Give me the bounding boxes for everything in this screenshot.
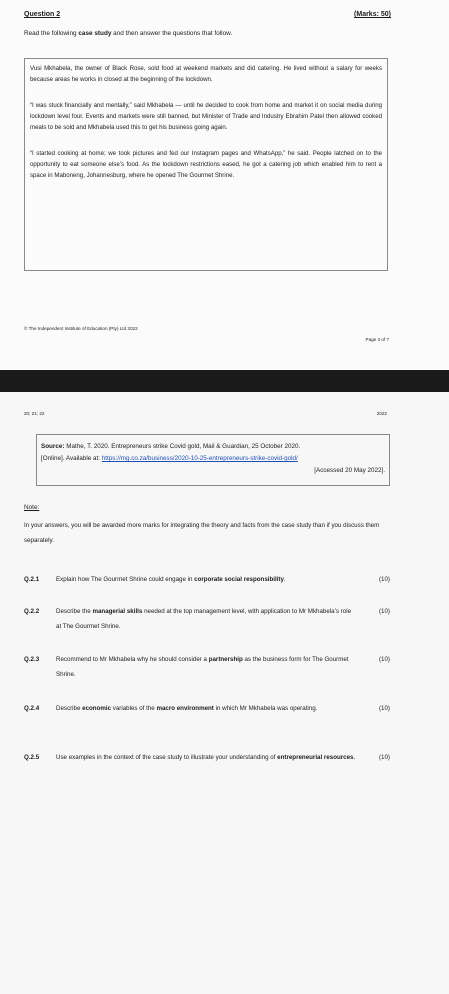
- header-year: 2022: [376, 411, 387, 416]
- question-number: Q.2.5: [24, 754, 40, 761]
- question-marks: (10): [378, 754, 390, 761]
- case-paragraph-1: Vusi Mkhabela, the owner of Black Rose, sold food at weekend markets and did catering. He lived without a salary for weeks because areas he works in closed at the beginning of the lockdown.: [30, 65, 382, 83]
- source-online: [Online]. Available at: https://mg.co.za/business/2020-10-25-entrepreneurs-strike-covid-gold/: [41, 455, 298, 462]
- question-text: Describe the managerial skills needed at the top management level, with application to Mr Mkhabela’s role at The Gourmet Shrine.: [56, 608, 352, 630]
- header-codes: 20; 21; 22: [24, 411, 45, 416]
- question-number: Q.2.3: [24, 656, 40, 663]
- source-box: [36, 434, 390, 486]
- page-separator: [0, 370, 449, 392]
- question-text: Explain how The Gourmet Shrine could engage in corporate social responsibility.: [56, 576, 286, 583]
- copyright-footer: © The Independent Institute of Education (Pty) Ltd 2022: [24, 326, 138, 331]
- question-text: Describe economic variables of the macro environment in which Mr Mkhabela was operating.: [56, 705, 318, 712]
- question-marks: (10): [378, 705, 390, 712]
- note-text: In your answers, you will be awarded more marks for integrating the theory and facts from the case study than if you discuss them separately.: [24, 522, 380, 544]
- question-marks: (Marks: 50): [354, 11, 391, 18]
- question-number: Q.2.2: [24, 608, 40, 615]
- question-marks: (10): [378, 576, 390, 583]
- question-marks: (10): [378, 656, 390, 663]
- question-title: Question 2: [24, 11, 61, 18]
- case-paragraph-2: “I was stuck financially and mentally,” said Mkhabela — until he decided to cook from home and market it on social media during lockdown level four. Events and markets were still banned, but Minister of Trade and Industry Ebrahim Patel then allowed cooked meals to be sold and Mkhabela used this to get his business going again.: [30, 102, 382, 131]
- question-number: Q.2.4: [24, 705, 40, 712]
- document-page-bottom: [0, 392, 449, 994]
- source-accessed: [Accessed 20 May 2022].: [314, 467, 385, 474]
- note-title: Note:: [24, 504, 40, 511]
- instructions: Read the following case study and then answer the questions that follow.: [24, 30, 233, 37]
- case-study-box: [24, 58, 388, 271]
- question-text: Recommend to Mr Mkhabela why he should consider a partnership as the business form for The Gourmet Shrine.: [56, 656, 349, 678]
- question-number: Q.2.1: [24, 576, 40, 583]
- source-citation: Source: Mathe, T. 2020. Entrepreneurs strike Covid gold, Mail & Guardian, 25 October 2020.: [41, 443, 301, 450]
- page-number: Page 3 of 7: [365, 337, 389, 342]
- question-marks: (10): [378, 608, 390, 615]
- source-link[interactable]: https://mg.co.za/business/2020-10-25-entrepreneurs-strike-covid-gold/: [101, 455, 298, 462]
- case-paragraph-3: “I started cooking at home; we took pictures and fed our Instagram pages and WhatsApp,” he said. People latched on to the opportunity to eat someone else’s food. As the lockdown restrictions eased, he got a catering job which enabled him to rent a space in Maboneng, Johannesburg, where he opened The Gourmet Shrine.: [30, 150, 382, 179]
- question-text: Use examples in the context of the case study to illustrate your understanding of entrepreneurial resources.: [56, 754, 356, 761]
- document-page-top: [0, 0, 449, 370]
